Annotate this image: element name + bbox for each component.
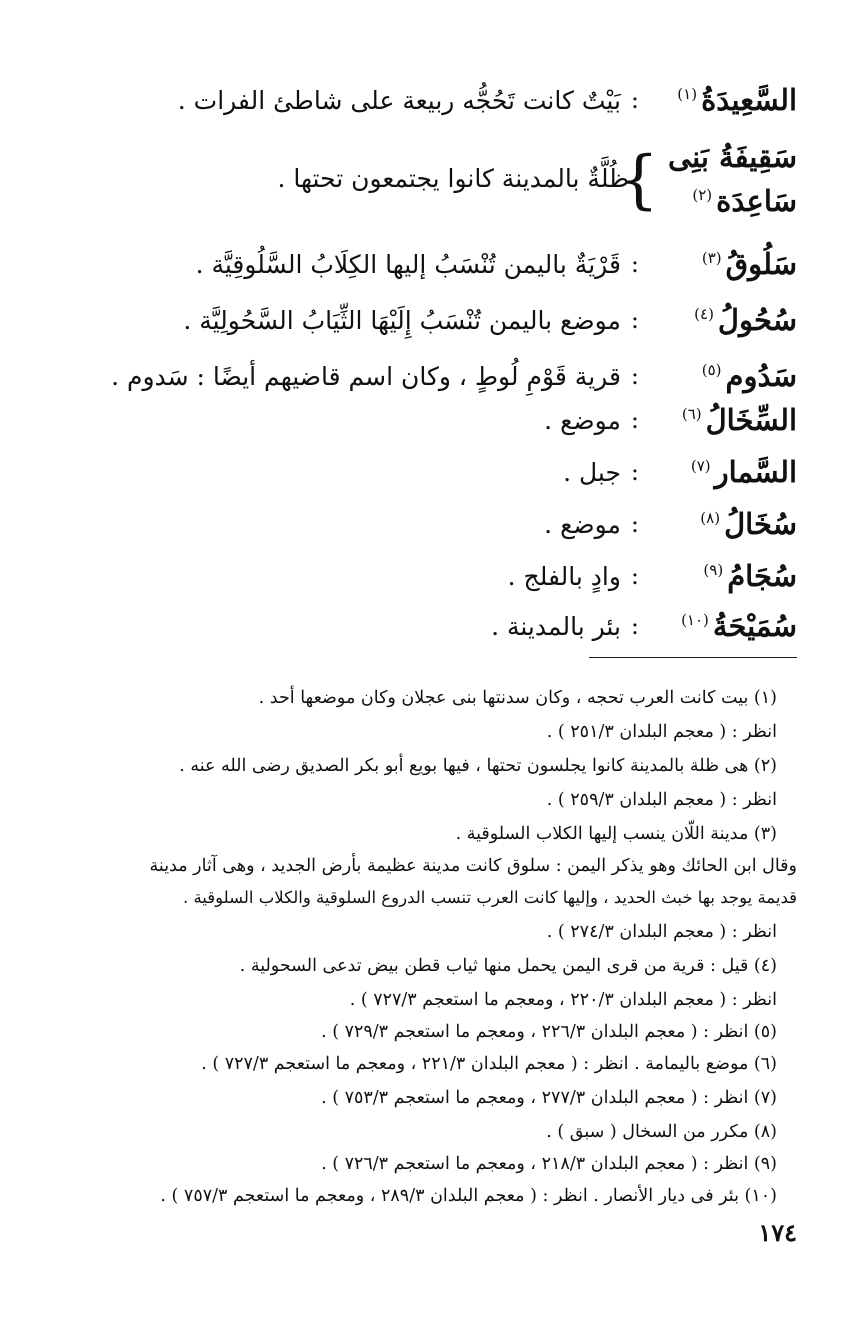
entry-term: السِّخَالُ$^{(٦)}$ [681,403,797,437]
entry-term: السَّمار$^{(٧)}$ [690,455,797,489]
footnote-ref: (٥) [701,361,722,380]
entry-term: السَّعِيدَةُ$^{(١)}$ [677,83,797,117]
footnote-ref: (١٠) [681,611,709,630]
entry-term: سُخَالُ$^{(٨)}$ [700,507,797,541]
footnote-line: انظر : ( معجم البلدان ٢٢٠/٣ ، ومعجم ما استعجم ٧٢٧/٣ ) . [349,990,777,1010]
entry-definition: موضع باليمن تُنْسَبُ إِلَيْهَا الثِّيَابُ السَّحُولِيَّة . [183,305,621,335]
entry-colon: : [630,306,639,334]
entry-term: سُمَيْحَةُ$^{(١٠)}$ [681,609,797,643]
entry-definition: ظُلَّةٌ بالمدينة كانوا يجتمعون تحتها . [277,164,629,193]
entry-definition: جبل . [563,457,621,487]
entry-definition: وادٍ بالفلج . [507,561,621,591]
footnote-line: (٥) انظر : ( معجم البلدان ٢٢٦/٣ ، ومعجم ما استعجم ٧٢٩/٣ ) . [321,1022,777,1042]
entry-term: سُحُولُ$^{(٤)}$ [694,303,797,337]
entry-2 [57,140,797,226]
footnote-ref: (٧) [690,457,711,476]
entry-colon: : [630,458,639,486]
entry-colon: : [630,510,639,538]
footnote-ref: (٦) [681,405,702,424]
entry-definition: قَرْيَةٌ باليمن تُنْسَبُ إليها الكِلَابُ السَّلُوقِيَّة . [195,249,621,279]
entry-colon: : [630,406,639,434]
footnote-ref: (٨) [700,509,721,528]
brace: } [618,143,659,217]
entry-term: سُجَامُ$^{(٩)}$ [703,559,797,593]
footnote-line: انظر : ( معجم البلدان ٢٥١/٣ ) . [546,722,777,742]
entry-8 [57,496,797,552]
footnote-line: (١٠) بئر فى ديار الأنصار . انظر : ( معجم البلدان ٢٨٩/٣ ، ومعجم ما استعجم ٧٥٧/٣ ) . [160,1186,777,1206]
entry-9 [57,548,797,604]
footnote-ref: (٣) [701,249,722,268]
footnote-ref: (٤) [694,305,714,324]
footnote-line: قديمة يوجد بها خبث الحديد ، وإليها كانت العرب تنسب الدروع السلوقية والكلاب السلوقية . [182,888,797,907]
entry-term-line2: سَاعِدَة$^{(٢)}$ [692,184,797,218]
entry-1 [57,72,797,128]
footnote-line: (٧) انظر : ( معجم البلدان ٢٧٧/٣ ، ومعجم ما استعجم ٧٥٣/٣ ) . [321,1088,777,1108]
entry-term: سَدُوم$^{(٥)}$ [701,359,797,393]
entry-colon: : [630,250,639,278]
footnote-line: (١) بيت كانت العرب تحجه ، وكان سدنتها بنى عجلان وكان موضعها أحد . [258,688,777,708]
footnote-line: (٦) موضع باليمامة . انظر : ( معجم البلدان ٢٢١/٣ ، ومعجم ما استعجم ٧٢٧/٣ ) . [201,1054,777,1074]
entry-6 [57,392,797,448]
entry-4 [57,292,797,348]
footnote-ref: (١) [677,85,698,104]
footnote-ref: (٩) [703,561,724,580]
entry-10 [57,598,797,654]
entry-definition: موضع . [544,509,621,539]
footnote-line: انظر : ( معجم البلدان ٢٥٩/٣ ) . [546,790,777,810]
entry-colon: : [630,362,639,390]
entry-colon: : [630,612,639,640]
page-number: ١٧٤ [758,1218,797,1247]
footnote-line: (٢) هى ظلة بالمدينة كانوا يجلسون تحتها ، فيها بويع أبو بكر الصديق رضى الله عنه . [179,756,777,776]
footnote-line: (٩) انظر : ( معجم البلدان ٢١٨/٣ ، ومعجم ما استعجم ٧٢٦/٣ ) . [321,1154,777,1174]
entry-term: سَلُوقُ$^{(٣)}$ [701,247,797,281]
entry-colon: : [630,86,639,114]
entry-colon: : [630,562,639,590]
footnote-line: وقال ابن الحائك وهو يذكر اليمن : سلوق كانت مدينة عظيمة بأرض الجديد ، وهى آثار مدينة [149,856,797,876]
entry-term-line1: سَقِيفَةُ بَنِى [667,140,797,174]
entry-7 [57,444,797,500]
footnote-line: (٣) مدينة اللّان ينسب إليها الكلاب السلوقية . [455,824,777,844]
footnote-line: (٤) قيل : قرية من قرى اليمن يحمل منها ثياب قطن بيض تدعى السحولية . [239,956,777,976]
entry-definition: بئر بالمدينة . [491,611,621,641]
footnote-line: انظر : ( معجم البلدان ٢٧٤/٣ ) . [546,922,777,942]
footnote-ref: (٢) [692,186,713,205]
footnote-line: (٨) مكرر من السخال ( سبق ) . [546,1122,777,1142]
entry-definition: قرية قَوْمِ لُوطٍ ، وكان اسم قاضيهم أيضًا : سَدوم . [111,361,621,391]
entry-definition: بَيْتٌ كانت تَحُجُّه ربيعة على شاطئ الفرات . [177,85,621,115]
footnote-divider [589,657,797,658]
entry-3 [57,236,797,292]
entry-definition: موضع . [544,405,621,435]
